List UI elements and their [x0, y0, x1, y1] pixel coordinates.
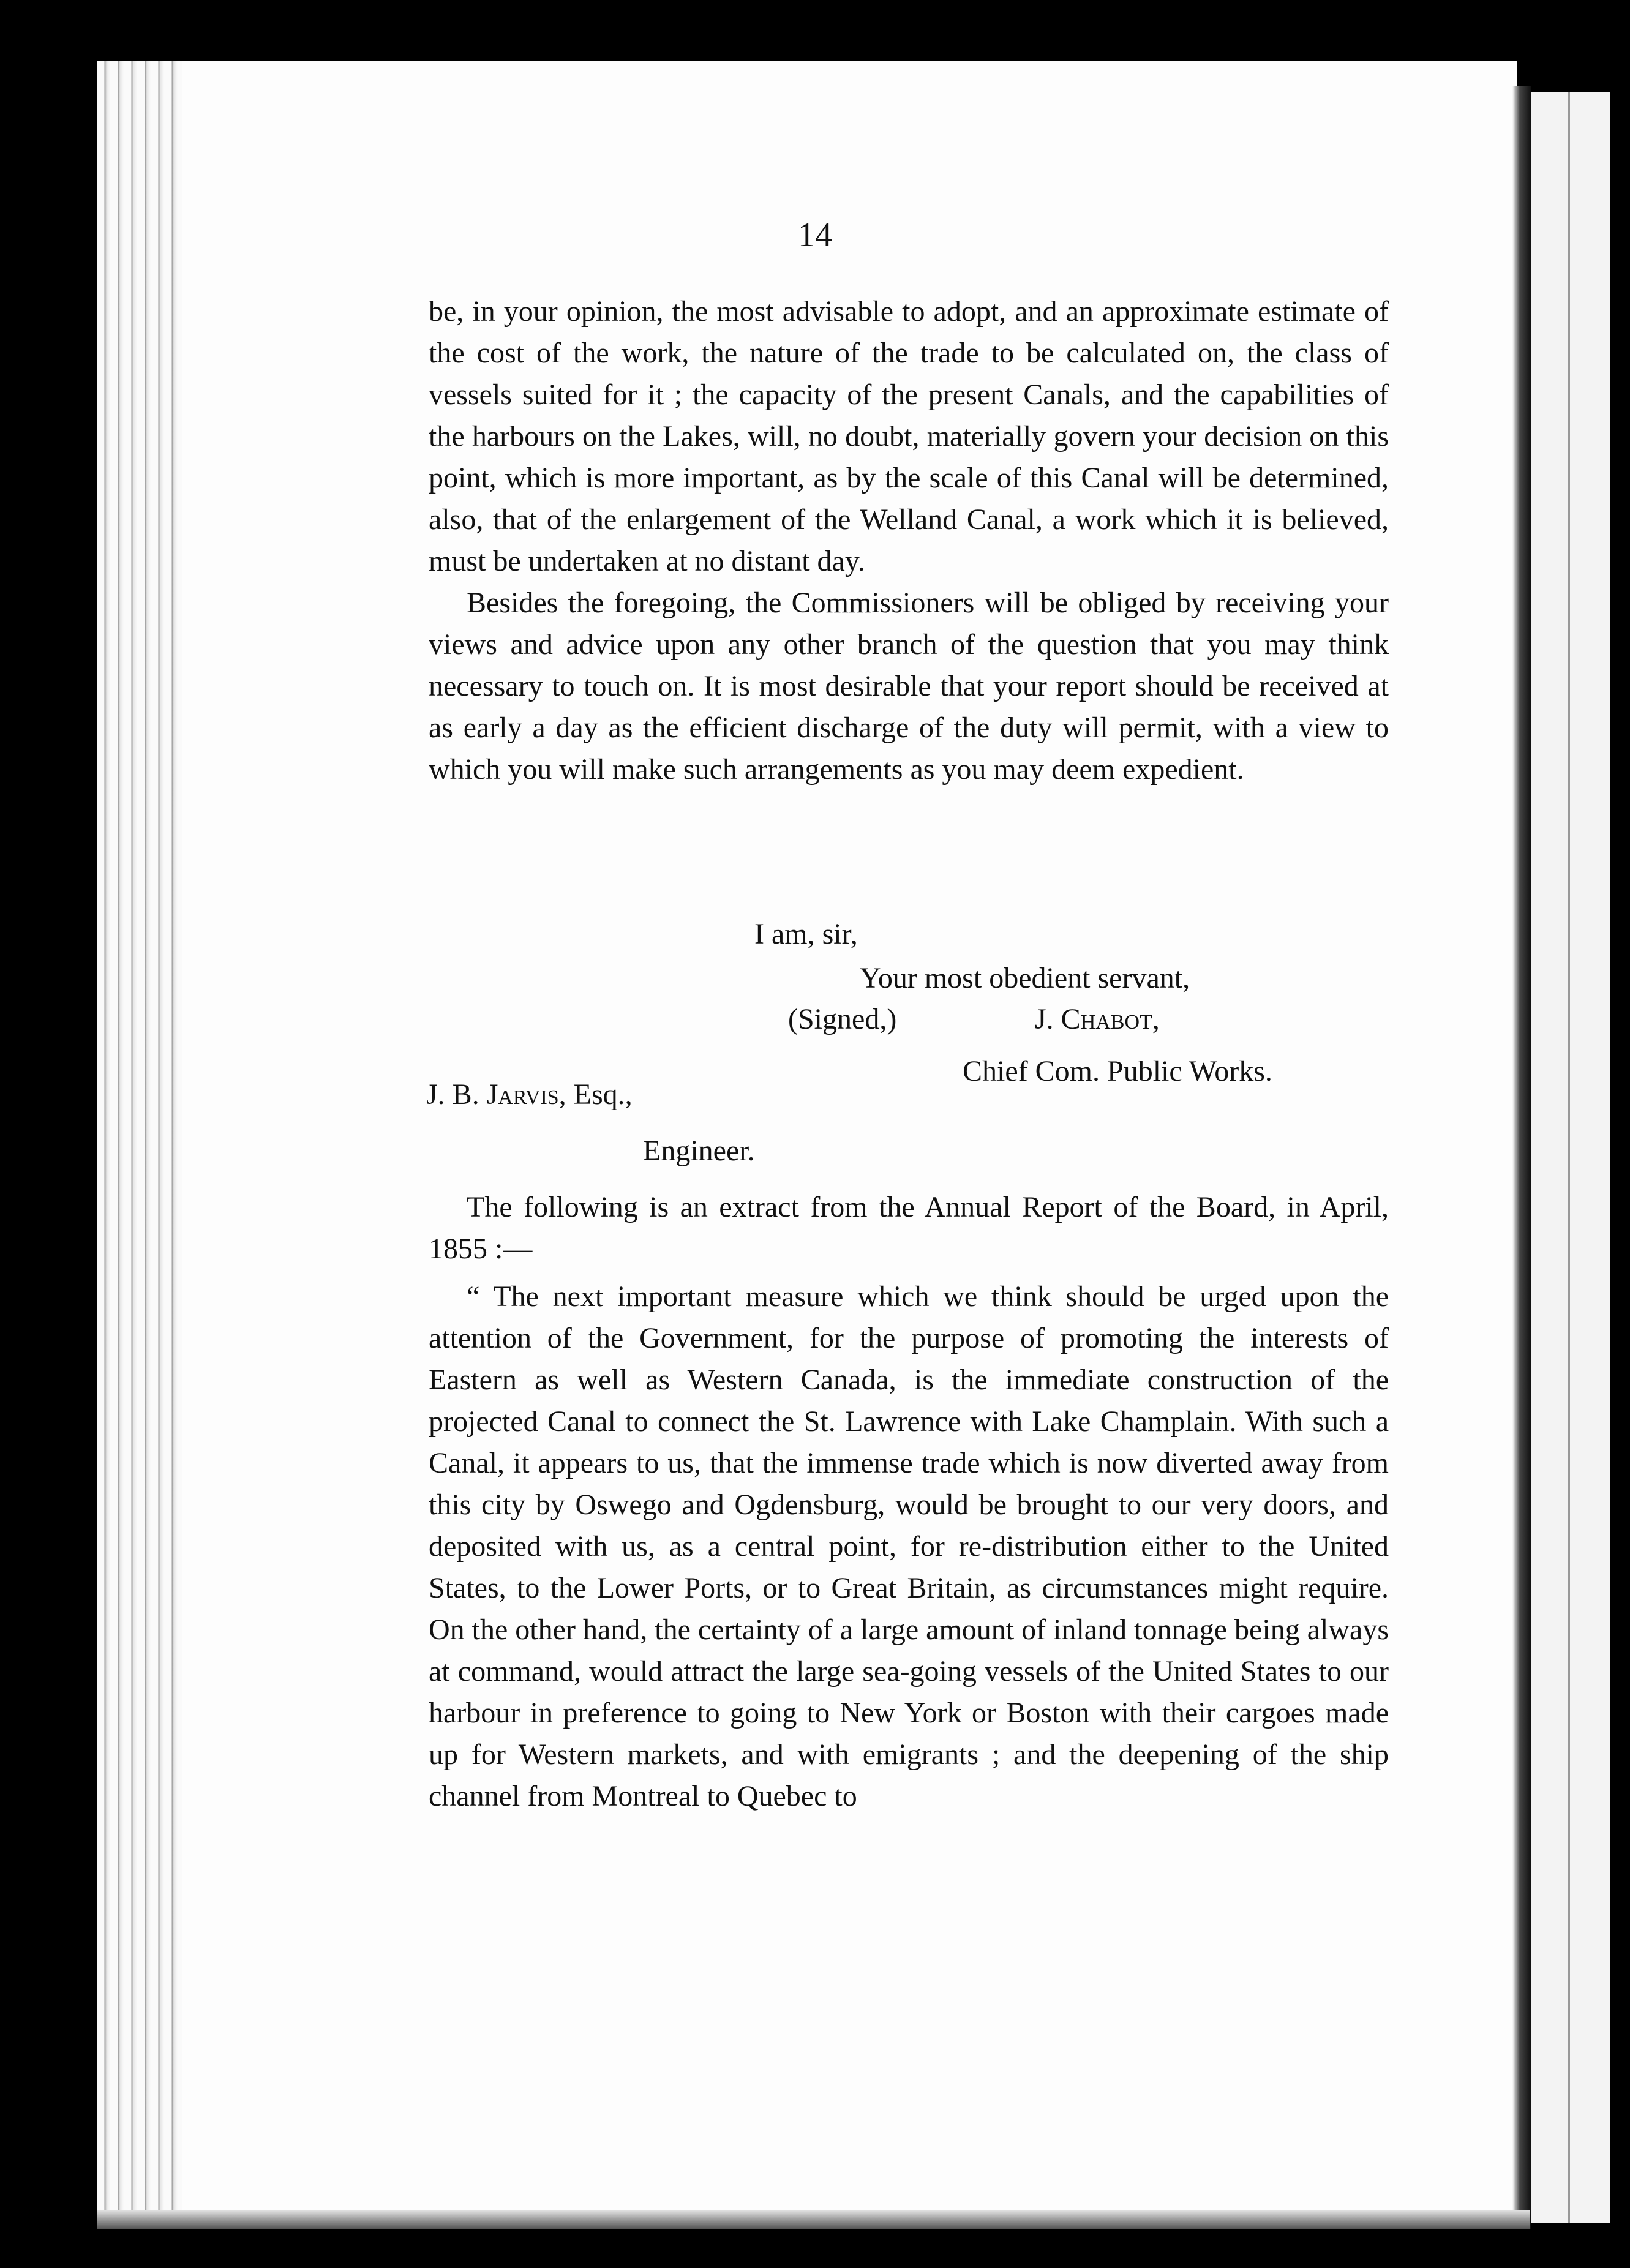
addressee-suffix: , Esq.,: [558, 1078, 633, 1111]
signatory-name-initial: J. C: [1035, 1003, 1081, 1035]
signatory-title: Chief Com. Public Works.: [963, 1055, 1272, 1087]
paragraph-extract-intro: The following is an extract from the Annual Report of the Board, in April, 1855 :—: [429, 1191, 1389, 1265]
signed-mark: (Signed,): [788, 1003, 897, 1035]
addressee-name-initials: J. B. J: [426, 1078, 498, 1111]
report-extract: [429, 1187, 1389, 1817]
addressee-name: [426, 1078, 633, 1112]
salutation: I am, sir,: [754, 918, 858, 950]
spine-shadow: [1512, 86, 1531, 2229]
facing-page-rule: [1568, 92, 1570, 2223]
addressee-surname: arvis: [498, 1078, 559, 1111]
page-bottom-edge: [97, 2210, 1530, 2229]
paragraph-opening: be, in your opinion, the most advisable to adopt, and an approximate estimate of the cost of the work, the nature of the trade to be calculated on, the class of vessels suited for it ; the capacity of the present Canals, and the capabilities of the harbours on the Lakes, will, no doubt, materially govern your decision on this point, which is more important, as by the scale of this Canal will be determined, also, that of the enlargement of the Welland Canal, a work which it is believed, must be undertaken at no distant day.: [429, 295, 1389, 577]
servant-line: Your most obedient servant,: [860, 962, 1190, 994]
letter-continuation: [429, 291, 1389, 790]
paragraph-quotation: “ The next important measure which we think should be urged upon the attention of the Government, for the purpose of promoting the interests of Eastern as well as Western Canada, is the immediate construction of the projected Canal to connect the St. Lawrence with Lake Champlain. With such a Canal, it appears to us, that the immense trade which is now diverted away from this city by Oswego and Ogdensburg, would be brought to our very doors, and deposited with us, as a central point, for re-distribution either to the United States, to the Lower Ports, or to Great Britain, as circumstances might require. On the other hand, the certainty of a large amount of inland tonnage being always at command, would attract the large sea-going vessels of the United States to our harbour in preference to going to New York or Boston with their cargoes made up for Western markets, and with emigrants ; and the deepening of the ship channel from Montreal to Quebec to: [429, 1280, 1389, 1812]
addressee-role: Engineer.: [643, 1135, 755, 1167]
signatory-name: [1035, 1002, 1160, 1037]
paragraph-besides: Besides the foregoing, the Commissioners will be obliged by receiving your views and advice upon any other branch of the question that you may think necessary to touch on. It is most desirable that your report should be received at as early a day as the efficient discharge of the duty will permit, with a view to which you will make such arrangements as you may deem expedient.: [429, 587, 1389, 786]
page-edges: [97, 61, 182, 2229]
facing-page-edge: [1531, 92, 1610, 2223]
signatory-name-rest: habot,: [1080, 1003, 1160, 1035]
page-number: 14: [798, 216, 832, 254]
